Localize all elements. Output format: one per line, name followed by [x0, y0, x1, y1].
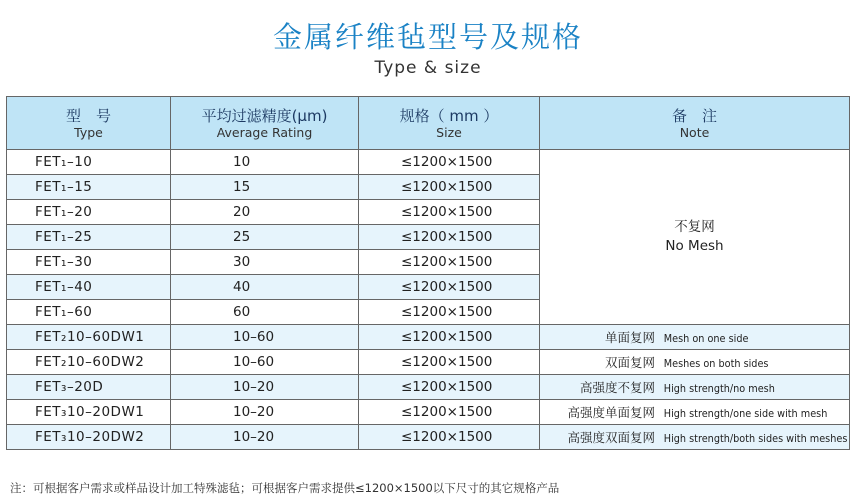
- page-title: 金属纤维毡型号及规格: [272, 20, 583, 54]
- header-size-en: Size: [436, 124, 462, 140]
- cell-note-merged: [540, 150, 850, 325]
- note-cn: 高强度不复网: [579, 380, 655, 395]
- cell-model: FET₃10–20DW2: [7, 425, 171, 450]
- cell-rating: 10–60: [171, 325, 359, 350]
- note-cn: 双面复网: [604, 355, 655, 370]
- cell-rating: 10–60: [171, 350, 359, 375]
- cell-size: ≤1200×1500: [359, 425, 540, 450]
- cell-note: [540, 400, 850, 425]
- spec-table: [6, 96, 850, 450]
- cell-size: ≤1200×1500: [359, 175, 540, 200]
- header-size-cn: 规格（ mm ）: [399, 106, 499, 125]
- table-header-row: [7, 97, 850, 150]
- cell-size: ≤1200×1500: [359, 350, 540, 375]
- header-model: [7, 97, 171, 150]
- cell-rating: 10–20: [171, 425, 359, 450]
- cell-model: FET₁–25: [7, 225, 171, 250]
- table-row: [7, 400, 850, 425]
- header-rating-cn: 平均过滤精度(μm): [201, 106, 328, 125]
- header-rating-en: Average Rating: [216, 124, 313, 140]
- table-row: [7, 150, 850, 175]
- cell-model: FET₁–30: [7, 250, 171, 275]
- page-subtitle: Type & size: [374, 58, 482, 78]
- table-row: [7, 350, 850, 375]
- table-row: [7, 375, 850, 400]
- cell-size: ≤1200×1500: [359, 375, 540, 400]
- cell-rating: 10: [171, 150, 359, 175]
- header-model-en: Type: [74, 124, 103, 140]
- cell-rating: 40: [171, 275, 359, 300]
- cell-note: [540, 325, 850, 350]
- note-merged-cn: 不复网: [674, 219, 715, 235]
- cell-model: FET₃10–20DW1: [7, 400, 171, 425]
- cell-model: FET₁–60: [7, 300, 171, 325]
- header-size: [359, 97, 540, 150]
- cell-model: FET₁–20: [7, 200, 171, 225]
- cell-rating: 25: [171, 225, 359, 250]
- cell-size: ≤1200×1500: [359, 225, 540, 250]
- note-en: Mesh on one side: [663, 332, 749, 345]
- cell-rating: 30: [171, 250, 359, 275]
- cell-size: ≤1200×1500: [359, 150, 540, 175]
- note-en: High strength/no mesh: [663, 382, 775, 395]
- cell-model: FET₁–15: [7, 175, 171, 200]
- cell-note: [540, 375, 850, 400]
- cell-rating: 20: [171, 200, 359, 225]
- header-note-en: Note: [679, 124, 710, 140]
- note-cn: 单面复网: [604, 330, 655, 345]
- cell-size: ≤1200×1500: [359, 275, 540, 300]
- note-merged-en: No Mesh: [665, 238, 724, 254]
- cell-model: FET₃–20D: [7, 375, 171, 400]
- footnote: 注：可根据客户需求或样品设计加工特殊滤毡；可根据客户需求提供≤1200×1500以下尺寸的其它规格产品: [10, 481, 560, 495]
- cell-size: ≤1200×1500: [359, 400, 540, 425]
- cell-size: ≤1200×1500: [359, 300, 540, 325]
- cell-size: ≤1200×1500: [359, 250, 540, 275]
- note-en: High strength/one side with mesh: [663, 407, 828, 420]
- header-rating: [171, 97, 359, 150]
- table-row: [7, 325, 850, 350]
- note-cn: 高强度双面复网: [567, 430, 655, 445]
- cell-model: FET₂10–60DW2: [7, 350, 171, 375]
- header-model-cn: 型 号: [65, 106, 111, 125]
- cell-rating: 15: [171, 175, 359, 200]
- cell-size: ≤1200×1500: [359, 200, 540, 225]
- note-en: High strength/both sides with meshes: [663, 432, 848, 445]
- cell-model: FET₁–10: [7, 150, 171, 175]
- cell-model: FET₁–40: [7, 275, 171, 300]
- header-note: [540, 97, 850, 150]
- cell-rating: 10–20: [171, 400, 359, 425]
- cell-note: [540, 425, 850, 450]
- cell-rating: 60: [171, 300, 359, 325]
- header-note-cn: 备 注: [671, 106, 717, 125]
- cell-size: ≤1200×1500: [359, 325, 540, 350]
- note-en: Meshes on both sides: [663, 357, 769, 370]
- cell-model: FET₂10–60DW1: [7, 325, 171, 350]
- note-cn: 高强度单面复网: [567, 405, 655, 420]
- table-row: [7, 425, 850, 450]
- cell-rating: 10–20: [171, 375, 359, 400]
- cell-note: [540, 350, 850, 375]
